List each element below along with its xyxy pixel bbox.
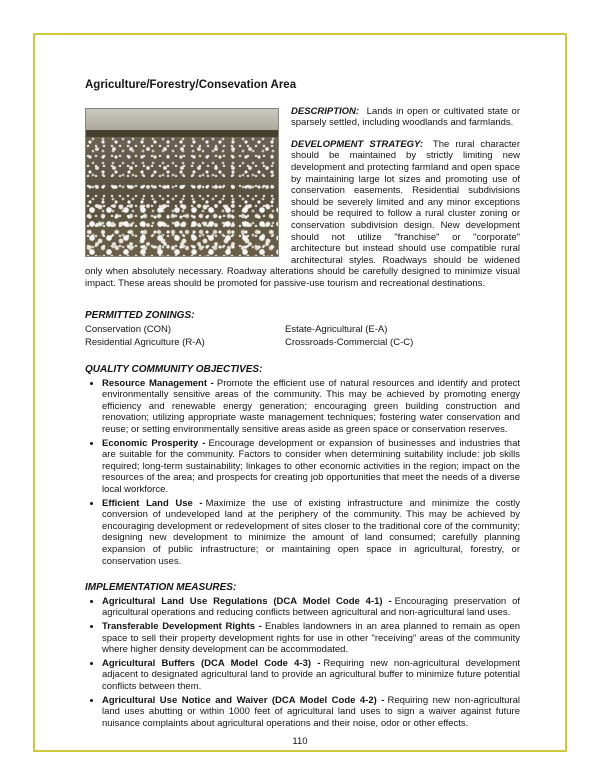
bullet-lead: Agricultural Use Notice and Waiver (DCA Model Code 4-2) - [102, 694, 385, 706]
bullet-text: Requiring new non-agricultural land uses abutting or within 1000 feet of agricultural land uses to sign a waiver against future nuisance complaints about agricultural operations and their noise, odor or other effects. [102, 694, 520, 729]
bullet-lead: Transferable Development Rights - [102, 620, 262, 632]
zoning-item: Crossroads-Commercial (C-C) [285, 337, 414, 349]
bullet-lead: Economic Prosperity - [102, 437, 206, 449]
permitted-zonings-heading: PERMITTED ZONINGS: [85, 309, 195, 321]
development-strategy-label: DEVELOPMENT STRATEGY: [291, 138, 424, 150]
list-item [102, 621, 520, 656]
list-item [102, 596, 520, 619]
list-item [102, 378, 520, 436]
list-item [102, 498, 520, 568]
bullet-lead: Agricultural Land Use Regulations (DCA Model Code 4-1) - [102, 595, 392, 607]
photo-cotton-foreground [86, 204, 278, 256]
quality-objectives-list [85, 378, 520, 568]
quality-objectives-heading: QUALITY COMMUNITY OBJECTIVES: [85, 364, 263, 376]
implementation-measures-list [85, 596, 520, 730]
implementation-measures-heading: IMPLEMENTATION MEASURES: [85, 582, 237, 594]
page-content [85, 80, 520, 731]
list-item [102, 695, 520, 730]
development-strategy-text: The rural character should be maintained by strictly limiting new development and protecting farmland and open space by maintaining large lot sizes and promoting use of conservation easements. Residential subdivisions should be severely limited and any minor exceptions should be required to follow a rural cluster zoning or conservation subdivision design. New development should not utilize "franchise" or "corporate" architecture but instead should use compatible rural architectural styles. Roadways should be widened only when absolutely necessary. Roadway alterations should be carefully designed to minimize visual impact. These areas should be promoted for passive-use tourism and recreational destinations. [85, 138, 520, 289]
permitted-zonings-list [85, 323, 520, 349]
bullet-text: Encourage development or expansion of businesses and industries that are suitable for the community. Factors to consider when determining suitability include: job skills required; long-term sustainability; linkages to other economic activities in the region; impact on the resources of the area; and prospects for creating job opportunities that meet the needs of a diverse local workforce. [102, 437, 520, 496]
description-text: Lands in open or cultivated state or sparsely settled, including woodlands and farmlands. [291, 105, 521, 129]
list-item [102, 658, 520, 693]
description-label: DESCRIPTION: [291, 105, 360, 117]
intro-section [85, 106, 520, 300]
bullet-text: Encouraging preservation of agricultural operations and reducing conflicts between agricultural and non-agricultural land uses. [102, 595, 521, 619]
bullet-text: Requiring new non-agricultural development adjacent to designated agricultural land to provide an agricultural buffer to minimize future potential conflicts between them. [102, 657, 520, 692]
bullet-text: Maximize the use of existing infrastructure and minimize the costly conversion of undeveloped land at the periphery of the community. This may be achieved by encouraging development or redevelopment of sites closer to the traditional core of the community; designing new development to minimize the amount of land consumed; carefully planning expansion of public infrastructure; or maintaining open space in agricultural, forestry, or conservation uses. [102, 497, 520, 567]
zoning-item: Conservation (CON) [85, 324, 172, 336]
page-title: Agriculture/Forestry/Consevation Area [85, 79, 297, 91]
bullet-text: Promote the efficient use of natural resources and identify and protect environmentally sensitive areas of the community. This may be achieved by promoting energy efficiency and renewable energy generation; encouraging green building construction and renovation; utilizing appropriate waste management techniques; fostering water conservation and reuse; or setting environmentally sensitive areas aside as green space or conservation reserves. [102, 377, 520, 436]
cotton-field-photo [85, 108, 279, 257]
bullet-text: Enables landowners in an area planned to remain as open space to sell their property development rights for use in other "receiving" areas of the community where higher density development can be accommodated. [102, 620, 520, 656]
bullet-lead: Resource Management - [102, 377, 214, 389]
zoning-item: Estate-Agricultural (E-A) [285, 324, 388, 336]
bullet-lead: Agricultural Buffers (DCA Model Code 4-3) - [102, 657, 321, 669]
page-number: 110 [292, 736, 308, 747]
bullet-lead: Efficient Land Use - [102, 497, 203, 509]
zoning-item: Residential Agriculture (R-A) [85, 337, 205, 349]
list-item [102, 438, 520, 496]
